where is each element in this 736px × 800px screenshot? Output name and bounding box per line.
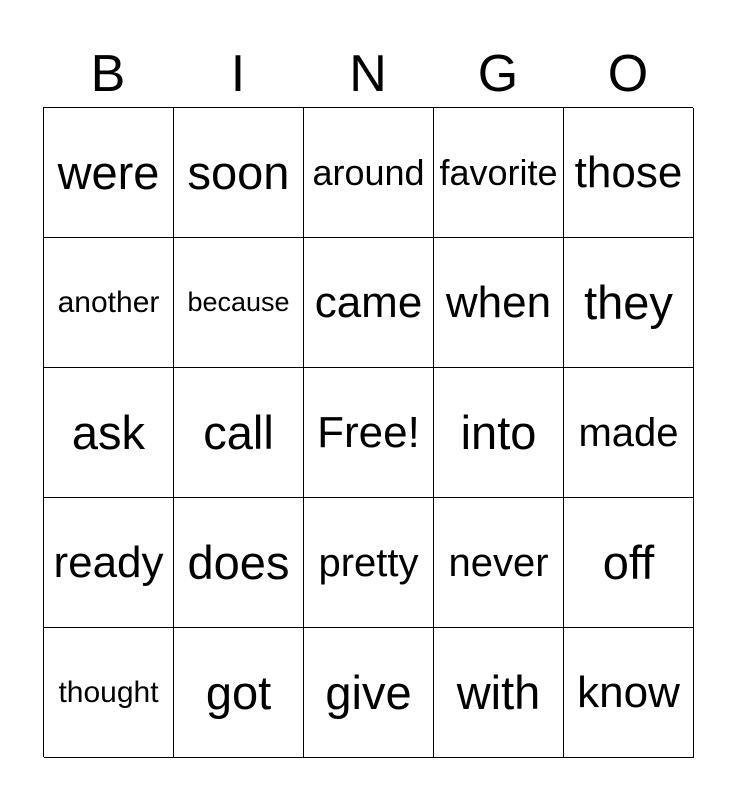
bingo-cell[interactable]: around [304,108,434,238]
header-letter-o: O [607,45,649,103]
bingo-cell[interactable]: another [44,238,174,368]
bingo-cell[interactable]: know [564,628,694,758]
bingo-cell[interactable]: got [174,628,304,758]
bingo-cell[interactable]: into [434,368,564,498]
bingo-cell[interactable]: ready [44,498,174,628]
bingo-cell[interactable]: soon [174,108,304,238]
bingo-cell[interactable]: give [304,628,434,758]
bingo-grid [43,107,693,757]
bingo-cell[interactable]: thought [44,628,174,758]
bingo-cell[interactable]: because [174,238,304,368]
bingo-cell[interactable]: call [174,368,304,498]
bingo-cell[interactable]: came [304,238,434,368]
bingo-cell[interactable]: they [564,238,694,368]
bingo-cell[interactable]: pretty [304,498,434,628]
bingo-cell[interactable]: favorite [434,108,564,238]
bingo-cell[interactable]: ask [44,368,174,498]
header-letter-i: I [230,45,246,103]
header-letter-n: N [349,45,387,103]
free-space-cell[interactable]: Free! [304,368,434,498]
bingo-cell[interactable]: with [434,628,564,758]
bingo-cell[interactable]: those [564,108,694,238]
bingo-cell[interactable]: made [564,368,694,498]
bingo-cell[interactable]: when [434,238,564,368]
bingo-cell[interactable]: does [174,498,304,628]
bingo-cell[interactable]: never [434,498,564,628]
bingo-cell[interactable]: off [564,498,694,628]
header-letter-b: B [90,45,126,103]
header-letter-g: G [477,45,519,103]
bingo-header [43,40,693,108]
bingo-cell[interactable]: were [44,108,174,238]
